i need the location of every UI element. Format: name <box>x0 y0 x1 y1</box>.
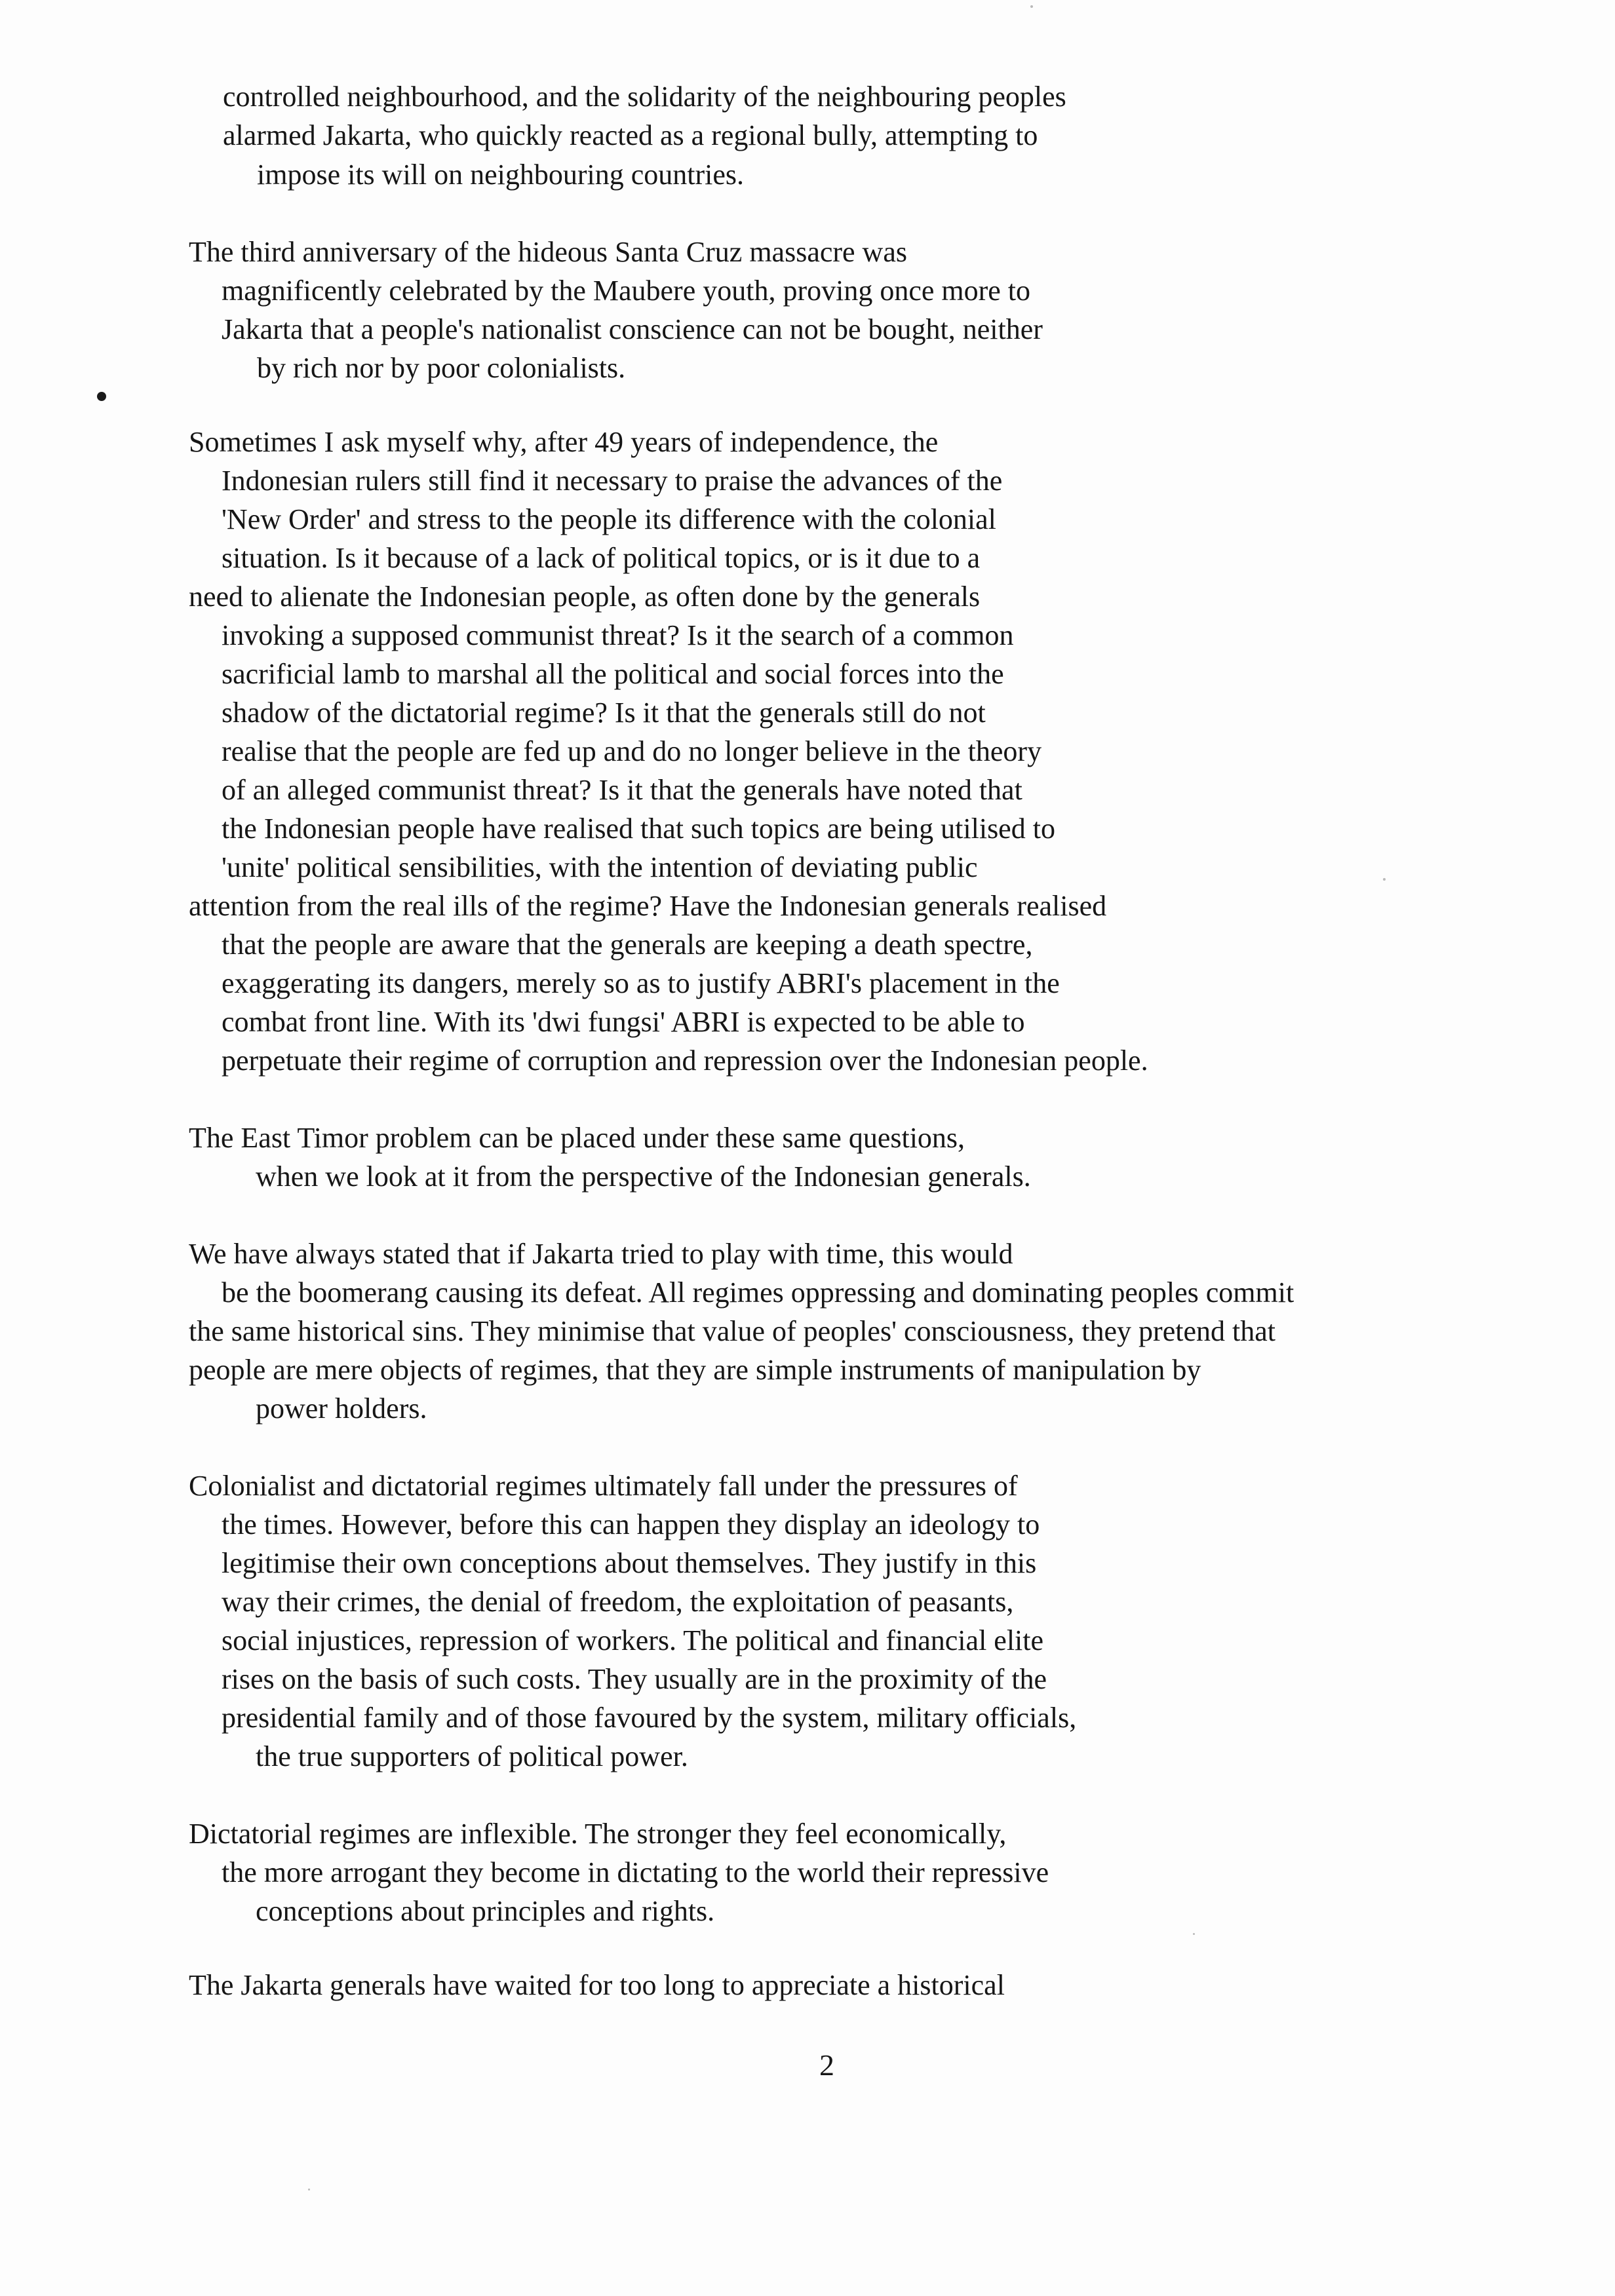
text-line: people are mere objects of regimes, that they are simple instruments of manipulation by <box>189 1354 1201 1386</box>
text-line: shadow of the dictatorial regime? Is it that the generals still do not <box>222 697 986 729</box>
text-line: rises on the basis of such costs. They usually are in the proximity of the <box>222 1663 1047 1695</box>
page-number: 2 <box>819 2048 834 2082</box>
text-line: of an alleged communist threat? Is it that the generals have noted that <box>222 774 1022 806</box>
text-line: the true supporters of political power. <box>256 1740 688 1772</box>
scan-speck <box>1030 5 1033 8</box>
text-line: exaggerating its dangers, merely so as to justify ABRI's placement in the <box>222 967 1060 999</box>
text-line: combat front line. With its 'dwi fungsi' ABRI is expected to be able to <box>222 1006 1025 1038</box>
text-line: Jakarta that a people's nationalist conscience can not be bought, neither <box>222 313 1043 345</box>
text-line: The third anniversary of the hideous Santa Cruz massacre was <box>189 236 907 268</box>
text-line: be the boomerang causing its defeat. All regimes oppressing and dominating peoples commit <box>222 1276 1294 1309</box>
text-line: conceptions about principles and rights. <box>256 1895 715 1927</box>
text-line: controlled neighbourhood, and the solidarity of the neighbouring peoples <box>223 81 1066 113</box>
text-line: situation. Is it because of a lack of political topics, or is it due to a <box>222 542 981 574</box>
text-line: power holders. <box>256 1392 427 1425</box>
text-line: that the people are aware that the generals are keeping a death spectre, <box>222 928 1033 961</box>
text-line: attention from the real ills of the regime? Have the Indonesian generals realised <box>189 890 1107 922</box>
text-line: perpetuate their regime of corruption and repression over the Indonesian people. <box>222 1044 1148 1077</box>
text-line: Colonialist and dictatorial regimes ultimately fall under the pressures of <box>189 1470 1018 1502</box>
text-line: magnificently celebrated by the Maubere youth, proving once more to <box>222 275 1031 307</box>
text-line: impose its will on neighbouring countries. <box>257 159 745 191</box>
text-line: The Jakarta generals have waited for too long to appreciate a historical <box>189 1969 1005 2001</box>
text-line: The East Timor problem can be placed under these same questions, <box>189 1122 965 1154</box>
text-line: We have always stated that if Jakarta tried to play with time, this would <box>189 1238 1013 1270</box>
stray-mark <box>97 392 106 401</box>
text-line: by rich nor by poor colonialists. <box>257 352 626 384</box>
scan-speck <box>308 2189 310 2191</box>
text-line: social injustices, repression of workers. The political and financial elite <box>222 1624 1044 1656</box>
scan-speck <box>1383 878 1386 881</box>
text-line: Dictatorial regimes are inflexible. The stronger they feel economically, <box>189 1818 1007 1850</box>
text-line: alarmed Jakarta, who quickly reacted as a regional bully, attempting to <box>223 119 1038 151</box>
text-line: Sometimes I ask myself why, after 49 years of independence, the <box>189 426 939 458</box>
scan-speck <box>1193 1933 1195 1935</box>
text-line: the same historical sins. They minimise that value of peoples' consciousness, they pretend that <box>189 1315 1275 1347</box>
text-line: the more arrogant they become in dictating to the world their repressive <box>222 1856 1049 1888</box>
text-line: the times. However, before this can happen they display an ideology to <box>222 1508 1040 1540</box>
text-line: legitimise their own conceptions about themselves. They justify in this <box>222 1547 1037 1579</box>
text-line: sacrificial lamb to marshal all the political and social forces into the <box>222 658 1004 690</box>
text-line: need to alienate the Indonesian people, as often done by the generals <box>189 581 981 613</box>
text-line: 'unite' political sensibilities, with the intention of deviating public <box>222 851 978 883</box>
text-line: invoking a supposed communist threat? Is it the search of a common <box>222 619 1014 651</box>
text-line: realise that the people are fed up and do no longer believe in the theory <box>222 735 1042 767</box>
text-line: presidential family and of those favoured by the system, military officials, <box>222 1702 1077 1734</box>
text-line: when we look at it from the perspective of the Indonesian generals. <box>256 1160 1031 1193</box>
text-line: Indonesian rulers still find it necessary to praise the advances of the <box>222 465 1003 497</box>
text-line: the Indonesian people have realised that such topics are being utilised to <box>222 813 1055 845</box>
text-line: way their crimes, the denial of freedom, the exploitation of peasants, <box>222 1586 1014 1618</box>
text-line: 'New Order' and stress to the people its difference with the colonial <box>222 503 996 535</box>
